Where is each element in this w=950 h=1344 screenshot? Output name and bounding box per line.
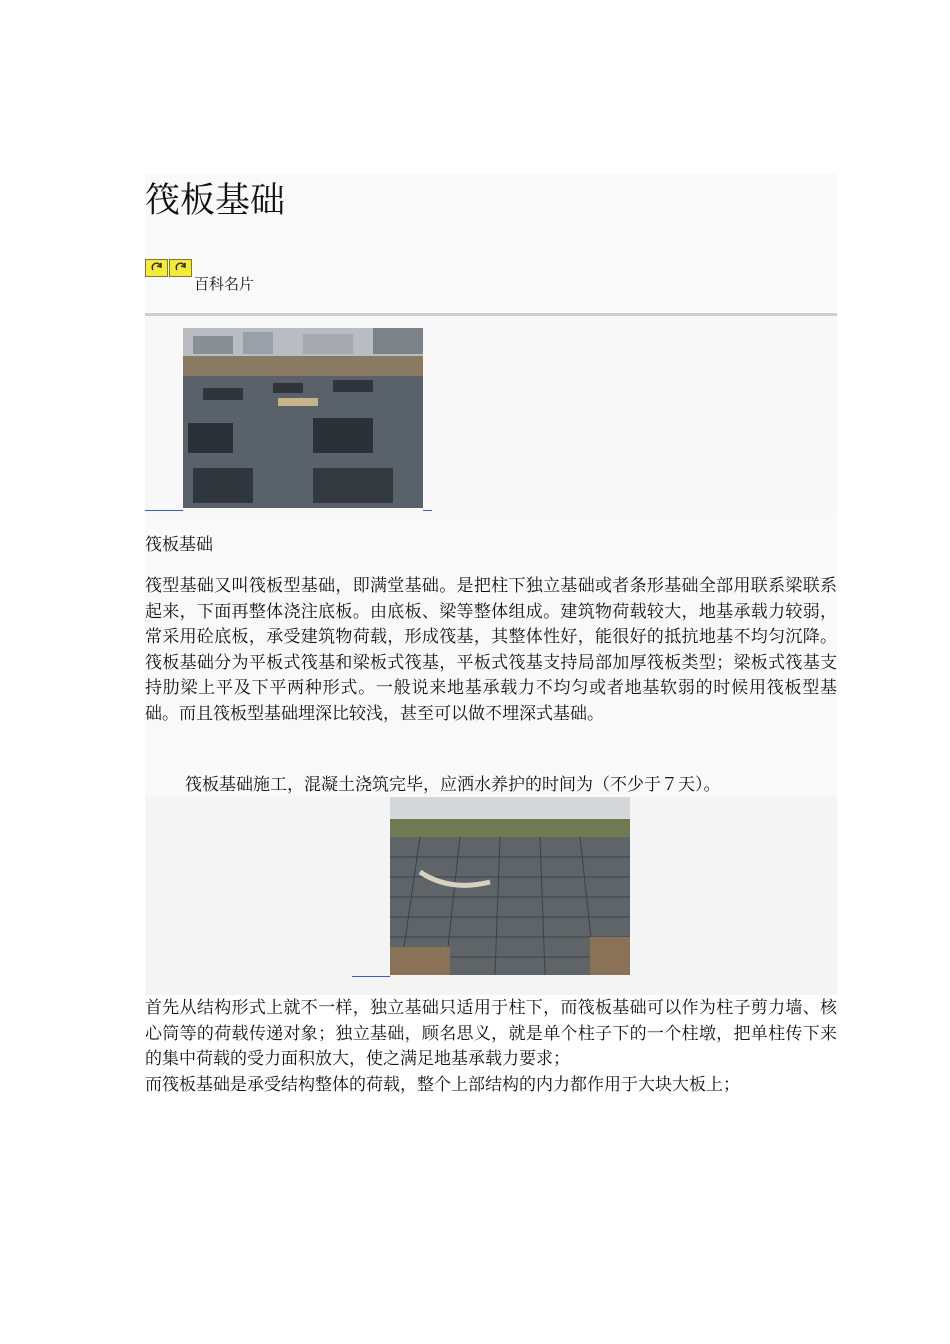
badge-icons	[145, 259, 193, 277]
badge-label: 百科名片	[194, 275, 255, 293]
paragraph: 首先从结构形式上就不一样，独立基础只适用于柱下，而筏板基础可以作为柱子剪力墙、核心筒等的荷载传递对象；独立基础，顾名思义，就是单个柱子下的一个柱墩，把单柱传下来的集中荷载的受力面积放大，使之满足地基承载力要求；	[145, 998, 837, 1069]
image-caption: 筏板基础	[145, 535, 213, 555]
refresh-icon	[145, 259, 168, 277]
link-underline	[352, 976, 390, 977]
paragraph: 筏型基础又叫筏板型基础，即满堂基础。是把柱下独立基础或者条形基础全部用联系梁联系起来，下面再整体浇注底板。由底板、梁等整体组成。建筑物荷载较大，地基承载力较弱，常采用砼底板，承受建筑物荷载，形成筏基，其整体性好，能很好的抵抗地基不均匀沉降。筏板基础分为平板式筏基和梁板式筏基，平板式筏基支持局部加厚筏板类型；梁板式筏基支持肋梁上平及下平两种形式。一般说来地基承载力不均匀或者地基软弱的时候用筏板型基础。而且筏板型基础埋深比较浅，甚至可以做不埋深式基础。	[145, 576, 837, 724]
rebar-mesh-photo[interactable]	[390, 797, 630, 975]
page-title: 筏板基础	[145, 181, 286, 221]
refresh-icon	[169, 259, 192, 277]
link-underline	[145, 510, 183, 511]
paragraph: 筏板基础施工，混凝土浇筑完毕，应洒水养护的时间为（不少于７天）。	[185, 775, 721, 795]
paragraph: 而筏板基础是承受结构整体的荷载，整个上部结构的内力都作用于大块大板上；	[145, 1075, 740, 1095]
link-underline	[423, 510, 432, 511]
raft-foundation-photo[interactable]	[183, 328, 423, 508]
